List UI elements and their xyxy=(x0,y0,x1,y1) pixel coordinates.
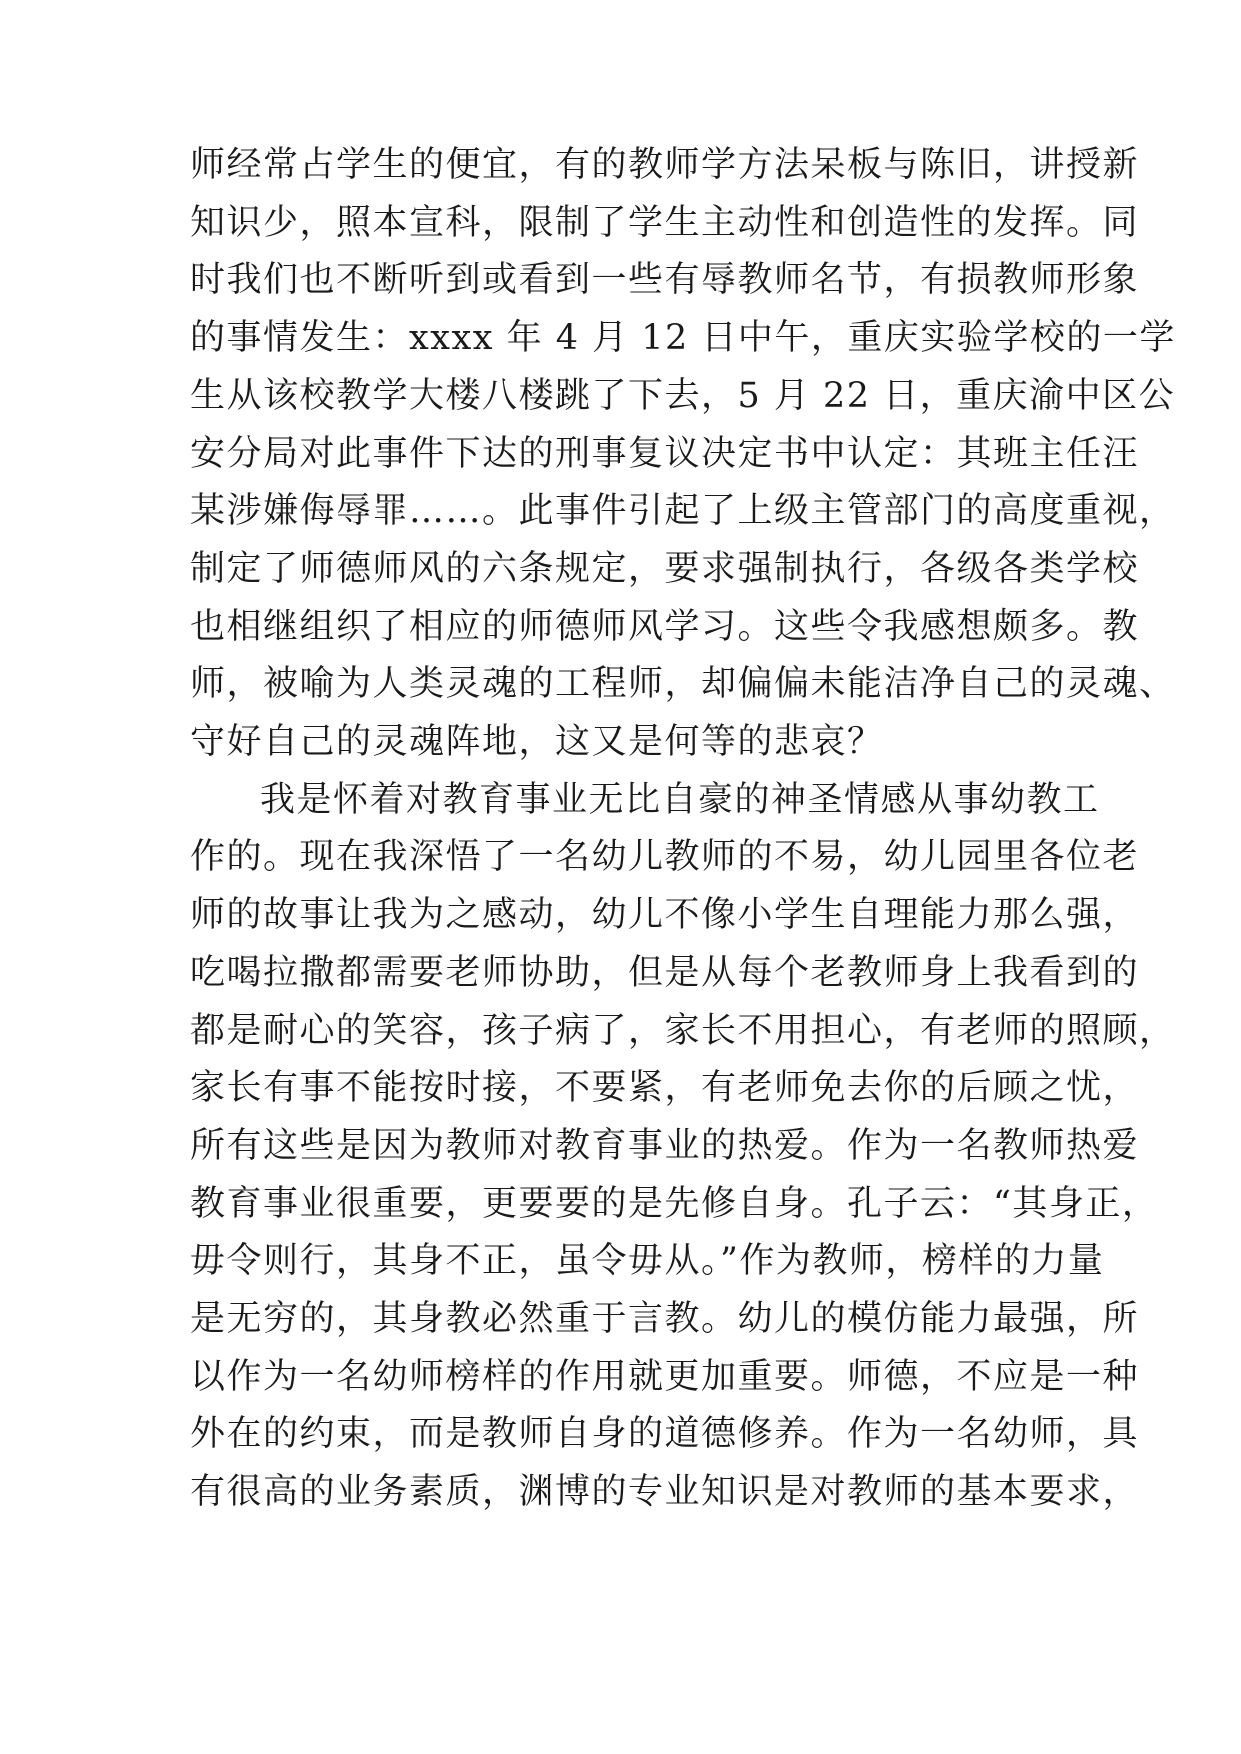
text-line: 吃喝拉撒都需要老师协助，但是从每个老教师身上我看到的 xyxy=(190,953,1140,993)
text-line: 某涉嫌侮辱罪……。此事件引起了上级主管部门的高度重视， xyxy=(190,491,1176,531)
text-line: 知识少，照本宣科，限制了学生主动性和创造性的发挥。同 xyxy=(190,203,1140,243)
text-line: 作的。现在我深悟了一名幼儿教师的不易，幼儿园里各位老 xyxy=(190,837,1140,877)
text-line: 制定了师德师风的六条规定，要求强制执行，各级各类学校 xyxy=(190,549,1140,589)
text-line: 师的故事让我为之感动，幼儿不像小学生自理能力那么强， xyxy=(190,895,1140,935)
text-line: 守好自己的灵魂阵地，这又是何等的悲哀？ xyxy=(190,722,884,762)
text-line: 教育事业很重要，更要要的是先修自身。孔子云：“其身正， xyxy=(190,1184,1159,1224)
text-line: 师，被喻为人类灵魂的工程师，却偏偏未能洁净自己的灵魂、 xyxy=(190,664,1176,704)
text-line: 家长有事不能按时接，不要紧，有老师免去你的后顾之忧， xyxy=(190,1068,1140,1108)
text-line: 有很高的业务素质，渊博的专业知识是对教师的基本要求， xyxy=(190,1472,1140,1512)
text-line: 以作为一名幼师榜样的作用就更加重要。师德，不应是一种 xyxy=(190,1357,1140,1397)
text-line: 的事情发生：xxxx 年 4 月 12 日中午，重庆实验学校的一学 xyxy=(190,318,1176,358)
text-line: 是无穷的，其身教必然重于言教。幼儿的模仿能力最强，所 xyxy=(190,1299,1140,1339)
text-line: 师经常占学生的便宜，有的教师学方法呆板与陈旧，讲授新 xyxy=(190,145,1140,185)
paragraph-first-line: 我是怀着对教育事业无比自豪的神圣情感从事幼教工 xyxy=(260,780,1100,820)
text-line: 外在的约束，而是教师自身的道德修养。作为一名幼师，具 xyxy=(190,1414,1140,1454)
text-line: 毋令则行，其身不正，虽令毋从。”作为教师，榜样的力量 xyxy=(190,1241,1105,1281)
text-line: 所有这些是因为教师对教育事业的热爱。作为一名教师热爱 xyxy=(190,1126,1140,1166)
text-line: 都是耐心的笑容，孩子病了，家长不用担心，有老师的照顾， xyxy=(190,1011,1176,1051)
text-line: 安分局对此事件下达的刑事复议决定书中认定：其班主任汪 xyxy=(190,434,1140,474)
text-line: 也相继组织了相应的师德师风学习。这些令我感想颇多。教 xyxy=(190,607,1140,647)
text-line: 生从该校教学大楼八楼跳了下去，5 月 22 日，重庆渝中区公 xyxy=(190,376,1176,416)
text-line: 时我们也不断听到或看到一些有辱教师名节，有损教师形象 xyxy=(190,260,1140,300)
